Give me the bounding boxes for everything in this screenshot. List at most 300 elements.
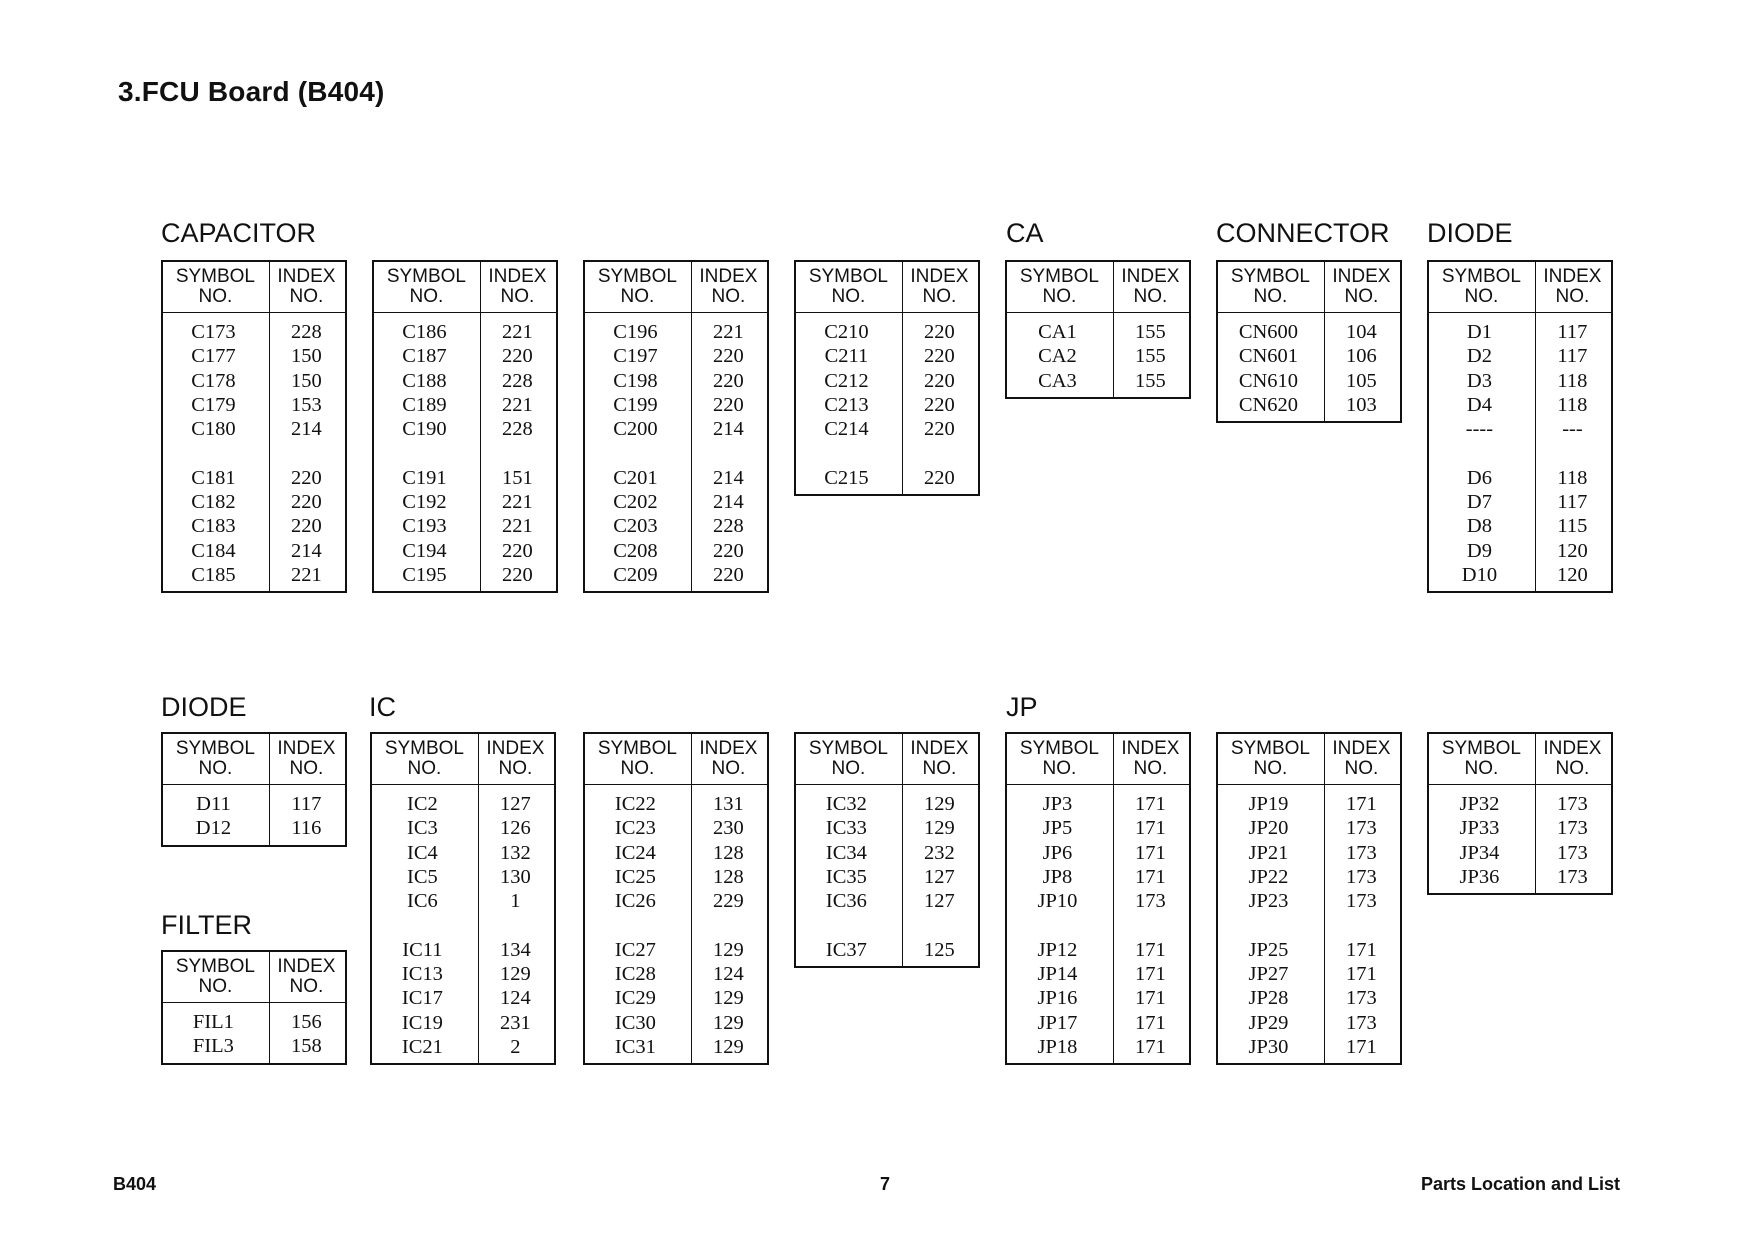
- symbol-cell: CN610: [1238, 369, 1299, 392]
- symbol-cell: D3: [1466, 369, 1492, 392]
- index-cell: 220: [502, 563, 533, 586]
- index-no-header: [901, 734, 978, 784]
- symbol-cell: IC24: [614, 841, 656, 864]
- symbol-cell: JP27: [1248, 963, 1289, 986]
- table-row: [374, 369, 556, 393]
- header-text: NO.: [500, 286, 535, 307]
- table-body: [585, 785, 767, 1063]
- symbol-cell: D1: [1466, 321, 1492, 343]
- table-row: [1007, 889, 1189, 913]
- symbol-cell: JP21: [1248, 841, 1289, 864]
- symbol-cell: D4: [1466, 393, 1492, 416]
- symbol-cell: IC6: [407, 890, 438, 913]
- index-cell: 103: [1346, 393, 1377, 416]
- index-cell: 106: [1346, 345, 1377, 368]
- header-text: NO.: [711, 758, 746, 779]
- header-text: INDEX: [277, 956, 336, 977]
- filter-table: [161, 950, 347, 1065]
- index-cell: 171: [1135, 817, 1166, 840]
- table-row: [796, 320, 978, 344]
- index-no-header: [268, 952, 345, 1002]
- column-divider: [902, 262, 903, 494]
- table-row: [796, 344, 978, 368]
- header-text: INDEX: [1543, 738, 1602, 759]
- symbol-cell: CA3: [1038, 369, 1077, 392]
- symbol-cell: JP20: [1248, 817, 1289, 840]
- table-row: [585, 889, 767, 913]
- table-row: [796, 417, 978, 441]
- table-body: [1007, 313, 1189, 397]
- capacitor-table-3: [583, 260, 769, 593]
- column-divider: [1324, 734, 1325, 1063]
- index-cell: 229: [713, 890, 744, 913]
- column-divider: [269, 952, 270, 1063]
- index-cell: 173: [1557, 817, 1588, 840]
- symbol-cell: C185: [191, 563, 236, 586]
- ic-table-3: [794, 732, 980, 968]
- index-cell: 220: [924, 418, 955, 441]
- table-row: [1218, 344, 1400, 368]
- symbol-cell: IC3: [407, 817, 438, 840]
- header-text: INDEX: [699, 266, 758, 287]
- symbol-cell: JP22: [1248, 865, 1289, 888]
- index-no-header: [1112, 734, 1189, 784]
- index-cell: 171: [1135, 987, 1166, 1010]
- symbol-cell: IC33: [825, 817, 867, 840]
- index-no-header: [1323, 262, 1400, 312]
- symbol-cell: IC25: [614, 865, 656, 888]
- index-cell: 220: [924, 345, 955, 368]
- table-row: [372, 865, 554, 889]
- table-body: [796, 313, 978, 494]
- symbol-cell: FIL1: [192, 1011, 234, 1033]
- table-row: [585, 938, 767, 962]
- symbol-cell: C198: [613, 369, 658, 392]
- index-cell: 171: [1346, 938, 1377, 961]
- index-cell: 129: [713, 938, 744, 961]
- table-row: [1218, 1035, 1400, 1059]
- index-cell: 116: [291, 817, 322, 840]
- table-row: [1218, 816, 1400, 840]
- index-no-header: [690, 734, 767, 784]
- diode-table-1: [1427, 260, 1613, 593]
- table-row: [1007, 841, 1189, 865]
- table-row: [585, 816, 767, 840]
- table-row: [585, 417, 767, 441]
- symbol-cell: IC29: [614, 987, 656, 1010]
- index-cell: 171: [1135, 1011, 1166, 1034]
- index-cell: 150: [291, 345, 322, 368]
- table-row: [1429, 344, 1611, 368]
- symbol-no-header: [796, 734, 901, 784]
- index-cell: 173: [1346, 865, 1377, 888]
- table-row: [585, 490, 767, 514]
- table-row: [1429, 320, 1611, 344]
- table-row: [585, 563, 767, 587]
- index-no-header: [268, 262, 345, 312]
- table-row: [1429, 539, 1611, 563]
- symbol-cell: JP25: [1248, 938, 1289, 961]
- symbol-no-header: [1007, 262, 1112, 312]
- table-row: [585, 1011, 767, 1035]
- table-header: [374, 262, 556, 313]
- symbol-cell: IC34: [825, 841, 867, 864]
- symbol-cell: D6: [1466, 466, 1492, 489]
- symbol-cell: C189: [402, 393, 447, 416]
- connector-label: CONNECTOR: [1216, 218, 1390, 248]
- table-row: [1007, 962, 1189, 986]
- table-row: [372, 889, 554, 913]
- symbol-cell: IC26: [614, 890, 656, 913]
- symbol-cell: JP18: [1037, 1035, 1078, 1058]
- symbol-cell: JP19: [1248, 793, 1289, 815]
- symbol-cell: C191: [402, 466, 447, 489]
- header-text: NO.: [1042, 286, 1077, 307]
- symbol-cell: IC30: [614, 1011, 656, 1034]
- index-cell: 173: [1346, 1011, 1377, 1034]
- header-text: NO.: [1133, 758, 1168, 779]
- symbol-cell: JP10: [1037, 890, 1078, 913]
- table-body: [796, 785, 978, 966]
- header-text: NO.: [407, 758, 442, 779]
- symbol-cell: JP32: [1459, 793, 1500, 815]
- capacitor-table-2: [372, 260, 558, 593]
- diode-table-2: [161, 732, 347, 847]
- symbol-cell: JP8: [1042, 865, 1073, 888]
- symbol-cell: IC5: [407, 865, 438, 888]
- symbol-cell: C209: [613, 563, 658, 586]
- table-row: [163, 320, 345, 344]
- index-cell: 171: [1135, 938, 1166, 961]
- symbol-cell: C184: [191, 539, 236, 562]
- table-row: [374, 490, 556, 514]
- table-row: [374, 563, 556, 587]
- table-row: [1007, 938, 1189, 962]
- table-row: [372, 962, 554, 986]
- index-cell: 173: [1346, 817, 1377, 840]
- symbol-cell: C215: [824, 466, 869, 489]
- header-text: SYMBOL: [1441, 738, 1522, 759]
- index-cell: 231: [500, 1011, 531, 1034]
- table-header: [163, 952, 345, 1003]
- index-cell: 232: [924, 841, 955, 864]
- table-header: [1218, 734, 1400, 785]
- header-text: NO.: [620, 286, 655, 307]
- index-cell: 171: [1135, 793, 1166, 815]
- index-cell: 153: [291, 393, 322, 416]
- header-text: INDEX: [1332, 266, 1391, 287]
- index-cell: 173: [1346, 987, 1377, 1010]
- symbol-cell: C211: [824, 345, 869, 368]
- symbol-no-header: [796, 262, 901, 312]
- table-header: [1007, 262, 1189, 313]
- symbol-cell: D9: [1466, 539, 1492, 562]
- symbol-no-header: [1007, 734, 1112, 784]
- symbol-cell: JP16: [1037, 987, 1078, 1010]
- column-divider: [269, 262, 270, 591]
- symbol-cell: D2: [1466, 345, 1492, 368]
- header-text: NO.: [198, 286, 233, 307]
- index-cell: 131: [713, 793, 744, 815]
- symbol-cell: JP6: [1042, 841, 1073, 864]
- table-header: [163, 262, 345, 313]
- symbol-cell: C213: [824, 393, 869, 416]
- table-header: [585, 734, 767, 785]
- header-text: NO.: [409, 286, 444, 307]
- table-row: [796, 841, 978, 865]
- index-cell: 156: [291, 1011, 322, 1033]
- index-cell: 125: [924, 938, 955, 961]
- symbol-cell: C182: [191, 491, 236, 514]
- index-cell: 221: [713, 321, 744, 343]
- header-text: NO.: [1344, 758, 1379, 779]
- connector-table: [1216, 260, 1402, 423]
- index-cell: 132: [500, 841, 531, 864]
- table-body: [1007, 785, 1189, 1063]
- symbol-cell: IC19: [401, 1011, 443, 1034]
- symbol-cell: IC17: [401, 987, 443, 1010]
- symbol-cell: IC4: [407, 841, 438, 864]
- index-no-header: [477, 734, 554, 784]
- header-text: NO.: [1253, 758, 1288, 779]
- index-cell: 105: [1346, 369, 1377, 392]
- header-text: SYMBOL: [1230, 266, 1311, 287]
- index-cell: 171: [1135, 841, 1166, 864]
- table-row: [1429, 865, 1611, 889]
- table-row: [1218, 889, 1400, 913]
- table-row: [163, 369, 345, 393]
- header-text: NO.: [198, 976, 233, 997]
- symbol-cell: FIL3: [192, 1035, 234, 1058]
- index-cell: 171: [1135, 963, 1166, 986]
- header-text: INDEX: [488, 266, 547, 287]
- header-text: NO.: [1133, 286, 1168, 307]
- symbol-no-header: [1218, 262, 1323, 312]
- header-text: NO.: [289, 286, 324, 307]
- index-cell: 155: [1135, 369, 1166, 392]
- header-text: NO.: [620, 758, 655, 779]
- column-divider: [480, 262, 481, 591]
- table-row: [585, 369, 767, 393]
- header-text: SYMBOL: [1230, 738, 1311, 759]
- ca-table: [1005, 260, 1191, 399]
- table-header: [585, 262, 767, 313]
- header-text: INDEX: [699, 738, 758, 759]
- symbol-cell: C201: [613, 466, 658, 489]
- symbol-cell: CA2: [1038, 345, 1077, 368]
- table-row: [163, 792, 345, 816]
- table-row: [163, 344, 345, 368]
- index-cell: 104: [1346, 321, 1377, 343]
- symbol-cell: IC36: [825, 890, 867, 913]
- header-text: INDEX: [910, 266, 969, 287]
- table-body: [1429, 785, 1611, 893]
- column-divider: [269, 734, 270, 845]
- index-cell: 128: [713, 841, 744, 864]
- symbol-no-header: [1429, 734, 1534, 784]
- index-cell: 115: [1557, 515, 1588, 538]
- table-row: [1218, 938, 1400, 962]
- symbol-cell: C180: [191, 418, 236, 441]
- header-text: SYMBOL: [597, 266, 678, 287]
- index-cell: 171: [1346, 1035, 1377, 1058]
- symbol-cell: C186: [402, 321, 447, 343]
- symbol-cell: C197: [613, 345, 658, 368]
- symbol-cell: C178: [191, 369, 236, 392]
- index-cell: 2: [510, 1035, 521, 1058]
- header-text: INDEX: [277, 738, 336, 759]
- index-no-header: [1323, 734, 1400, 784]
- symbol-cell: D11: [196, 793, 231, 815]
- index-no-header: [268, 734, 345, 784]
- table-row: [163, 393, 345, 417]
- symbol-cell: C181: [191, 466, 236, 489]
- header-text: NO.: [1555, 286, 1590, 307]
- table-row: [1218, 369, 1400, 393]
- table-row: [163, 1034, 345, 1058]
- index-cell: 124: [713, 963, 744, 986]
- index-cell: 155: [1135, 321, 1166, 343]
- index-cell: 127: [924, 890, 955, 913]
- table-body: [585, 313, 767, 591]
- jp-table-3: [1427, 732, 1613, 895]
- index-cell: 120: [1557, 563, 1588, 586]
- table-row: [585, 1035, 767, 1059]
- table-row: [374, 514, 556, 538]
- header-text: NO.: [1464, 758, 1499, 779]
- table-row: [372, 1011, 554, 1035]
- header-text: NO.: [498, 758, 533, 779]
- table-row: [796, 889, 978, 913]
- index-cell: 220: [502, 539, 533, 562]
- table-row: [1429, 417, 1611, 441]
- symbol-cell: C199: [613, 393, 658, 416]
- index-cell: 173: [1557, 841, 1588, 864]
- table-row: [585, 514, 767, 538]
- header-text: NO.: [289, 976, 324, 997]
- index-no-header: [1534, 262, 1611, 312]
- index-cell: 129: [924, 793, 955, 815]
- symbol-no-header: [1429, 262, 1534, 312]
- symbol-cell: JP33: [1459, 817, 1500, 840]
- header-text: NO.: [1344, 286, 1379, 307]
- index-cell: 220: [713, 345, 744, 368]
- symbol-cell: ----: [1465, 418, 1494, 441]
- index-cell: 127: [500, 793, 531, 815]
- table-row: [1007, 369, 1189, 393]
- symbol-cell: IC32: [825, 793, 867, 815]
- table-row: [374, 393, 556, 417]
- symbol-cell: D10: [1461, 563, 1498, 586]
- header-text: NO.: [922, 286, 957, 307]
- table-row: [1218, 962, 1400, 986]
- symbol-cell: IC21: [401, 1035, 443, 1058]
- symbol-no-header: [163, 734, 268, 784]
- index-cell: 220: [713, 369, 744, 392]
- index-cell: 173: [1346, 841, 1377, 864]
- header-text: NO.: [711, 286, 746, 307]
- table-row: [163, 490, 345, 514]
- table-row: [796, 938, 978, 962]
- index-cell: 228: [502, 418, 533, 441]
- table-header: [796, 734, 978, 785]
- index-no-header: [1112, 262, 1189, 312]
- header-text: SYMBOL: [384, 738, 465, 759]
- table-row: [1007, 344, 1189, 368]
- index-cell: 221: [291, 563, 322, 586]
- index-cell: 214: [713, 466, 744, 489]
- table-row: [372, 841, 554, 865]
- table-body: [1429, 313, 1611, 591]
- table-row: [585, 865, 767, 889]
- table-row: [163, 539, 345, 563]
- table-row: [585, 841, 767, 865]
- index-cell: 1: [510, 890, 521, 913]
- symbol-cell: IC2: [407, 793, 438, 815]
- index-cell: 151: [502, 466, 533, 489]
- table-body: [374, 313, 556, 591]
- header-text: INDEX: [486, 738, 545, 759]
- header-text: NO.: [198, 758, 233, 779]
- table-row: [163, 466, 345, 490]
- table-body: [372, 785, 554, 1063]
- symbol-cell: JP12: [1037, 938, 1078, 961]
- header-text: INDEX: [1121, 738, 1180, 759]
- symbol-cell: IC35: [825, 865, 867, 888]
- header-text: INDEX: [1543, 266, 1602, 287]
- table-row: [585, 320, 767, 344]
- header-text: SYMBOL: [1441, 266, 1522, 287]
- table-header: [1429, 734, 1611, 785]
- header-text: SYMBOL: [175, 956, 256, 977]
- table-row: [372, 1035, 554, 1059]
- table-row: [163, 417, 345, 441]
- symbol-cell: C195: [402, 563, 447, 586]
- index-cell: 129: [713, 1035, 744, 1058]
- index-cell: 117: [291, 793, 322, 815]
- index-cell: 171: [1346, 963, 1377, 986]
- table-body: [1218, 785, 1400, 1063]
- symbol-no-header: [374, 262, 479, 312]
- table-body: [163, 785, 345, 845]
- header-text: SYMBOL: [597, 738, 678, 759]
- symbol-no-header: [163, 262, 268, 312]
- symbol-cell: C183: [191, 515, 236, 538]
- capacitor-label: CAPACITOR: [161, 218, 317, 248]
- table-body: [163, 313, 345, 591]
- table-row: [585, 539, 767, 563]
- table-row: [585, 962, 767, 986]
- index-cell: 130: [500, 865, 531, 888]
- diode-label: DIODE: [1427, 218, 1513, 248]
- header-text: INDEX: [1121, 266, 1180, 287]
- header-text: NO.: [1042, 758, 1077, 779]
- index-cell: 214: [291, 539, 322, 562]
- footer-model: B404: [113, 1174, 157, 1194]
- symbol-cell: C203: [613, 515, 658, 538]
- index-cell: 214: [291, 418, 322, 441]
- table-row: [1218, 792, 1400, 816]
- diode-label-lower: DIODE: [161, 692, 247, 722]
- symbol-cell: IC37: [825, 938, 867, 961]
- symbol-cell: CN600: [1238, 321, 1299, 343]
- symbol-cell: C200: [613, 418, 658, 441]
- index-cell: 220: [924, 393, 955, 416]
- column-divider: [902, 734, 903, 966]
- symbol-cell: IC13: [401, 963, 443, 986]
- symbol-cell: D7: [1466, 491, 1492, 514]
- symbol-cell: C210: [824, 321, 869, 343]
